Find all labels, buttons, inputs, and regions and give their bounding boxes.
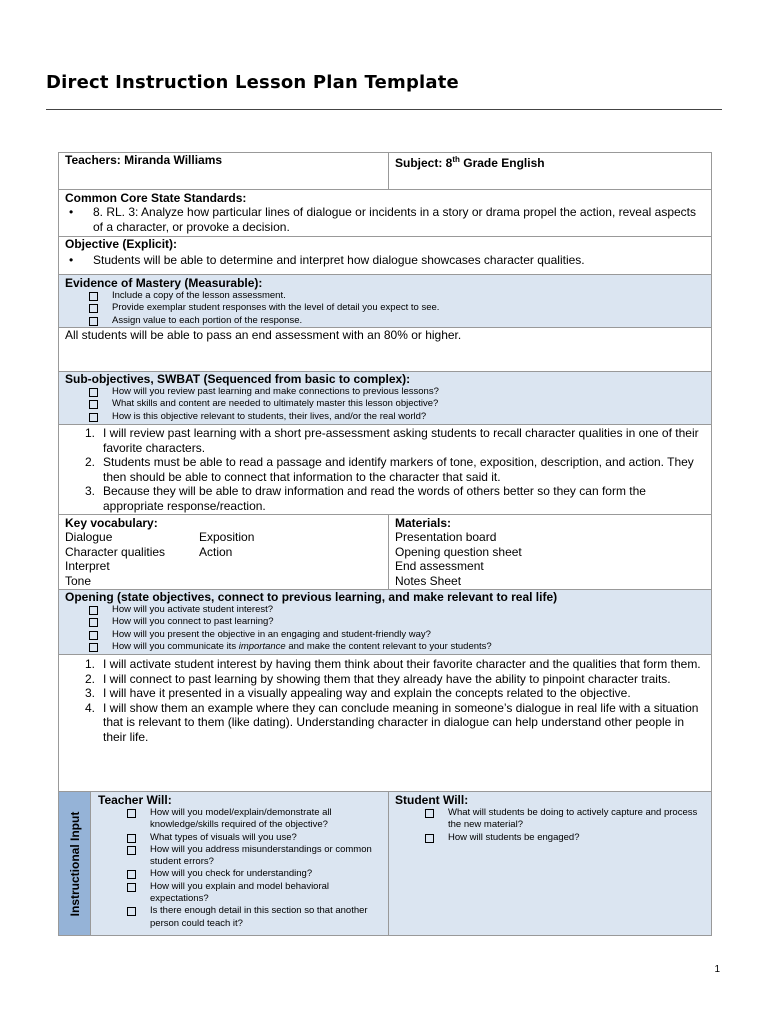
opening-row [59,590,711,655]
list-item: How will you explain and model behavioral expectations? [97,881,382,906]
list-item: Opening question sheet [395,544,522,559]
list-item: How is this objective relevant to students, their lives, and/or the real world? [65,411,705,423]
list-item: How will you review past learning and make connections to previous lessons? [65,386,705,398]
teacher-subject-row [59,153,711,190]
standards-heading: Common Core State Standards: [65,191,247,205]
checkbox-icon [127,870,136,879]
list-item: Provide exemplar student responses with the level of detail you expect to see. [65,302,705,314]
list-item: • 8. RL. 3: Analyze how particular lines of dialogue or incidents in a story or drama propel the action, reveal aspects of a character, or provoke a decision. [69,205,696,234]
checkbox-icon [89,618,98,627]
instructional-side-label: Instructional Input [59,792,91,935]
list-item: 2. I will connect to past learning by showing them that they already have the ability to pinpoint character traits. [84,671,671,686]
subject-label: Subject: 8th Grade English [395,155,545,170]
checkbox-icon [425,809,434,818]
mastery-answer-row [59,328,711,372]
checkbox-icon [127,834,136,843]
vocab-term [199,574,382,589]
checkbox-icon [89,304,98,313]
list-item: 3. I will have it presented in a visually appealing way and explain the concepts related to the objective. [84,686,631,700]
list-item: How will you communicate its importance and make the content relevant to your students? [65,641,705,653]
checkbox-icon [89,631,98,640]
standards-row [59,190,711,237]
list-item: What skills and content are needed to ultimately master this lesson objective? [65,398,705,410]
vocab-list [65,530,382,588]
document-title: Direct Instruction Lesson Plan Template [46,72,459,93]
vocab-term: Exposition [199,530,255,544]
list-item: 1. I will review past learning with a short pre-assessment asking students to recall character qualities in one of their favorite characters. [84,426,699,455]
checkbox-icon [127,809,136,818]
subobjectives-heading: Sub-objectives, SWBAT (Sequenced from basic to complex): [65,372,411,386]
checkbox-icon [89,400,98,409]
vocab-term: Dialogue [65,530,113,544]
checkbox-icon [89,413,98,422]
mastery-answer: All students will be able to pass an end assessment with an 80% or higher. [65,328,462,342]
list-item: 4. I will show them an example where they can conclude meaning in someone’s dialogue in real life with a situation that is relevant to them (like dating). Understanding character in dialogue can help understand other people in their life. [84,700,699,744]
list-item: What will students be doing to actively capture and process the new material? [395,807,705,832]
checkbox-icon [127,846,136,855]
subobjectives-row [59,372,711,425]
instructional-input-row [59,792,711,935]
objective-heading: Objective (Explicit): [65,237,178,251]
title-rule [46,109,722,110]
checkbox-icon [89,643,98,652]
student-will-heading: Student Will: [395,793,469,807]
list-item: Is there enough detail in this section so that another person could teach it? [97,905,382,930]
page-number: 1 [714,964,720,975]
checkbox-icon [89,292,98,301]
list-item: End assessment [395,559,484,573]
list-item: 2. Students must be able to read a passage and identify markers of tone, exposition, description, and action. They then should be able to connect that information to the character that said it. [84,455,694,484]
list-item: Notes Sheet [395,573,462,588]
vocab-term: Tone [65,573,92,588]
materials-heading: Materials: [395,516,452,530]
list-item: What types of visuals will you use? [97,832,382,844]
teachers-label: Teachers: Miranda Williams [65,153,223,167]
list-item: Presentation board [395,530,497,544]
list-item: How will you check for understanding? [97,868,382,880]
opening-heading: Opening (state objectives, connect to previous learning, and make relevant to real life) [65,590,558,604]
lesson-plan-table [58,152,712,936]
opening-answer-row [59,655,711,792]
list-item: How will you connect to past learning? [65,616,705,628]
checkbox-icon [89,388,98,397]
vocab-materials-row [59,515,711,590]
vocab-term [199,559,382,574]
list-item: • Students will be able to determine and interpret how dialogue showcases character qualities. [69,253,585,267]
list-item: How will you model/explain/demonstrate all knowledge/skills required of the objective? [97,807,382,832]
teacher-will-heading: Teacher Will: [98,793,172,807]
list-item: 3. Because they will be able to draw information and read the words of others better so they can form the appropriate response/reaction. [84,484,646,513]
vocab-heading: Key vocabulary: [65,516,158,530]
mastery-heading: Evidence of Mastery (Measurable): [65,276,263,290]
vocab-term: Action [199,544,233,559]
mastery-row [59,275,711,328]
vocab-term: Interpret [65,559,110,573]
list-item: How will you activate student interest? [65,604,705,616]
list-item: How will you address misunderstandings or common student errors? [97,844,382,869]
checkbox-icon [89,317,98,326]
subobjectives-answer-row [59,425,711,515]
list-item: How will you present the objective in an engaging and student-friendly way? [65,629,705,641]
list-item: Include a copy of the lesson assessment. [65,290,705,302]
checkbox-icon [127,883,136,892]
list-item: 1. I will activate student interest by having them think about their favorite character and the qualities that form them. [84,657,701,671]
list-item: How will students be engaged? [395,832,705,844]
objective-row [59,237,711,275]
checkbox-icon [425,834,434,843]
list-item: Assign value to each portion of the response. [65,315,705,327]
checkbox-icon [127,907,136,916]
vocab-term: Character qualities [65,544,166,559]
checkbox-icon [89,606,98,615]
